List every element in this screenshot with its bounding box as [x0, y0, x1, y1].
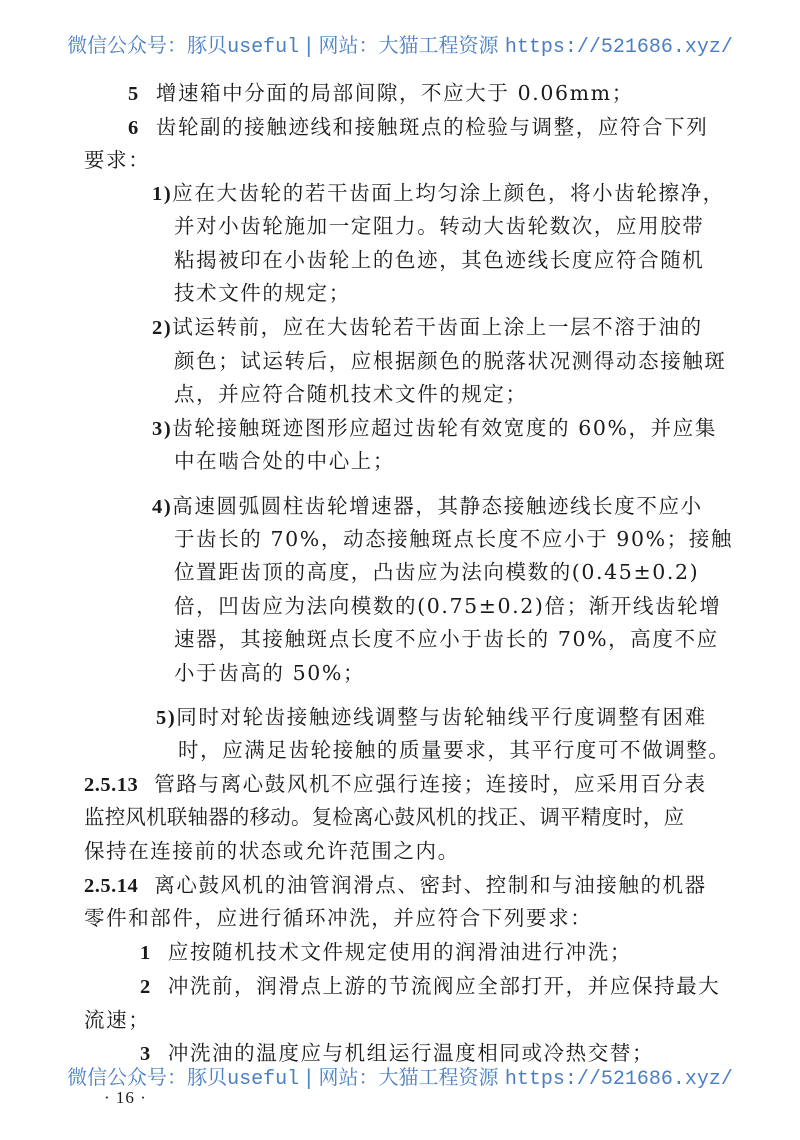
- list-number: 1: [140, 942, 152, 964]
- subitem-4-line-4: 倍，凹齿应为法向模数的(0.75±0.2)倍；渐开线齿轮增: [174, 594, 722, 618]
- section-2-5-13: [84, 771, 707, 798]
- subitem-1: [152, 180, 725, 207]
- subitem-2-line-2: 颜色；试运转后，应根据颜色的脱落状况测得动态接触斑: [174, 349, 727, 373]
- clause-5: [128, 80, 634, 107]
- subitem-1-line-3: 粘揭被印在小齿轮上的色迹，其色迹线长度应符合随机: [174, 248, 705, 272]
- section-text: 离心鼓风机的油管润滑点、密封、控制和与油接触的机器: [154, 873, 707, 897]
- list-number: 2: [140, 976, 152, 998]
- subitem-4: [152, 493, 703, 520]
- page-number: · 16 ·: [104, 1088, 147, 1107]
- subitem-number: 5): [156, 707, 177, 729]
- subitem-text: 应在大齿轮的若干齿面上均匀涂上颜色，将小齿轮擦净，: [172, 181, 725, 205]
- subitem-number: 3): [152, 418, 173, 440]
- list-text: 冲洗前，润滑点上游的节流阀应全部打开，并应保持最大: [167, 974, 721, 998]
- clause-number: 5: [128, 83, 140, 105]
- list-text: 应按随机技术文件规定使用的润滑油进行冲洗；: [167, 940, 632, 964]
- clause-number: 6: [128, 117, 140, 139]
- watermark-separator: |: [299, 1065, 319, 1089]
- subitem-5: [156, 704, 707, 731]
- clause-text: 齿轮副的接触迹线和接触斑点的检验与调整，应符合下列: [155, 115, 709, 139]
- subitem-text: 齿轮接触斑迹图形应超过齿轮有效宽度的 60%，并应集: [172, 416, 717, 440]
- subitem-5-line-2: 时，应满足齿轮接触的质量要求，其平行度可不做调整。: [178, 738, 731, 762]
- subitem-3-line-2: 中在啮合处的中心上；: [174, 449, 395, 473]
- subitem-number: 4): [152, 496, 173, 518]
- list-text: 冲洗油的温度应与机组运行温度相同或冷热交替；: [167, 1041, 655, 1065]
- watermark-separator: |: [299, 33, 319, 57]
- subitem-1-line-4: 技术文件的规定；: [174, 281, 351, 305]
- subitem-text: 试运转前，应在大齿轮若干齿面上涂上一层不溶于油的: [172, 315, 703, 339]
- subitem-number: 1): [152, 183, 173, 205]
- list-item-3: [140, 1040, 654, 1067]
- section-2-5-13-line-2: 监控风机联轴器的移动。复检离心鼓风机的找正、调平精度时，应: [84, 805, 685, 829]
- section-number: 2.5.14: [84, 875, 139, 897]
- section-2-5-14: [84, 872, 707, 899]
- subitem-4-line-2: 于齿长的 70%，动态接触斑点长度不应小于 90%；接触: [174, 527, 733, 551]
- subitem-2: [152, 314, 703, 341]
- watermark-site-label: 网站：大猫工程资源: [318, 1065, 505, 1089]
- subitem-3: [152, 415, 717, 442]
- section-text: 管路与离心鼓风机不应强行连接；连接时，应采用百分表: [154, 772, 707, 796]
- watermark-url: https://521686.xyz/: [504, 36, 733, 59]
- watermark-bottom: [0, 1064, 800, 1093]
- subitem-text: 高速圆弧圆柱齿轮增速器，其静态接触迹线长度不应小: [172, 494, 703, 518]
- section-number: 2.5.13: [84, 774, 139, 796]
- subitem-number: 2): [152, 317, 173, 339]
- watermark-prefix: 微信公众号：豚贝: [67, 33, 228, 57]
- clause-6-cont: 要求：: [84, 148, 151, 172]
- subitem-1-line-2: 并对小齿轮施加一定阻力。转动大齿轮数次，应用胶带: [174, 214, 705, 238]
- list-item-1: [140, 939, 632, 966]
- watermark-site-label: 网站：大猫工程资源: [318, 33, 505, 57]
- section-2-5-14-line-2: 零件和部件，应进行循环冲洗，并应符合下列要求：: [84, 906, 593, 930]
- subitem-4-line-5: 速器，其接触斑点长度不应小于齿长的 70%，高度不应: [174, 627, 719, 651]
- clause-text: 增速箱中分面的局部间隙，不应大于 0.06mm；: [155, 81, 634, 105]
- clause-6: [128, 114, 708, 141]
- subitem-text: 同时对轮齿接触迹线调整与齿轮轴线平行度调整有困难: [176, 705, 707, 729]
- watermark-top: [0, 32, 800, 61]
- list-number: 3: [140, 1043, 152, 1065]
- section-2-5-13-line-3: 保持在连接前的状态或允许范围之内。: [84, 839, 460, 863]
- watermark-url: https://521686.xyz/: [504, 1068, 733, 1091]
- watermark-name: useful: [227, 36, 300, 59]
- list-item-2: [140, 973, 720, 1000]
- list-item-2-cont: 流速；: [84, 1008, 151, 1032]
- subitem-4-line-6: 小于齿高的 50%；: [174, 661, 366, 685]
- watermark-name: useful: [227, 1068, 300, 1091]
- subitem-2-line-3: 点，并应符合随机技术文件的规定；: [174, 382, 528, 406]
- watermark-prefix: 微信公众号：豚贝: [67, 1065, 228, 1089]
- subitem-4-line-3: 位置距齿顶的高度，凸齿应为法向模数的(0.45±0.2): [174, 560, 700, 584]
